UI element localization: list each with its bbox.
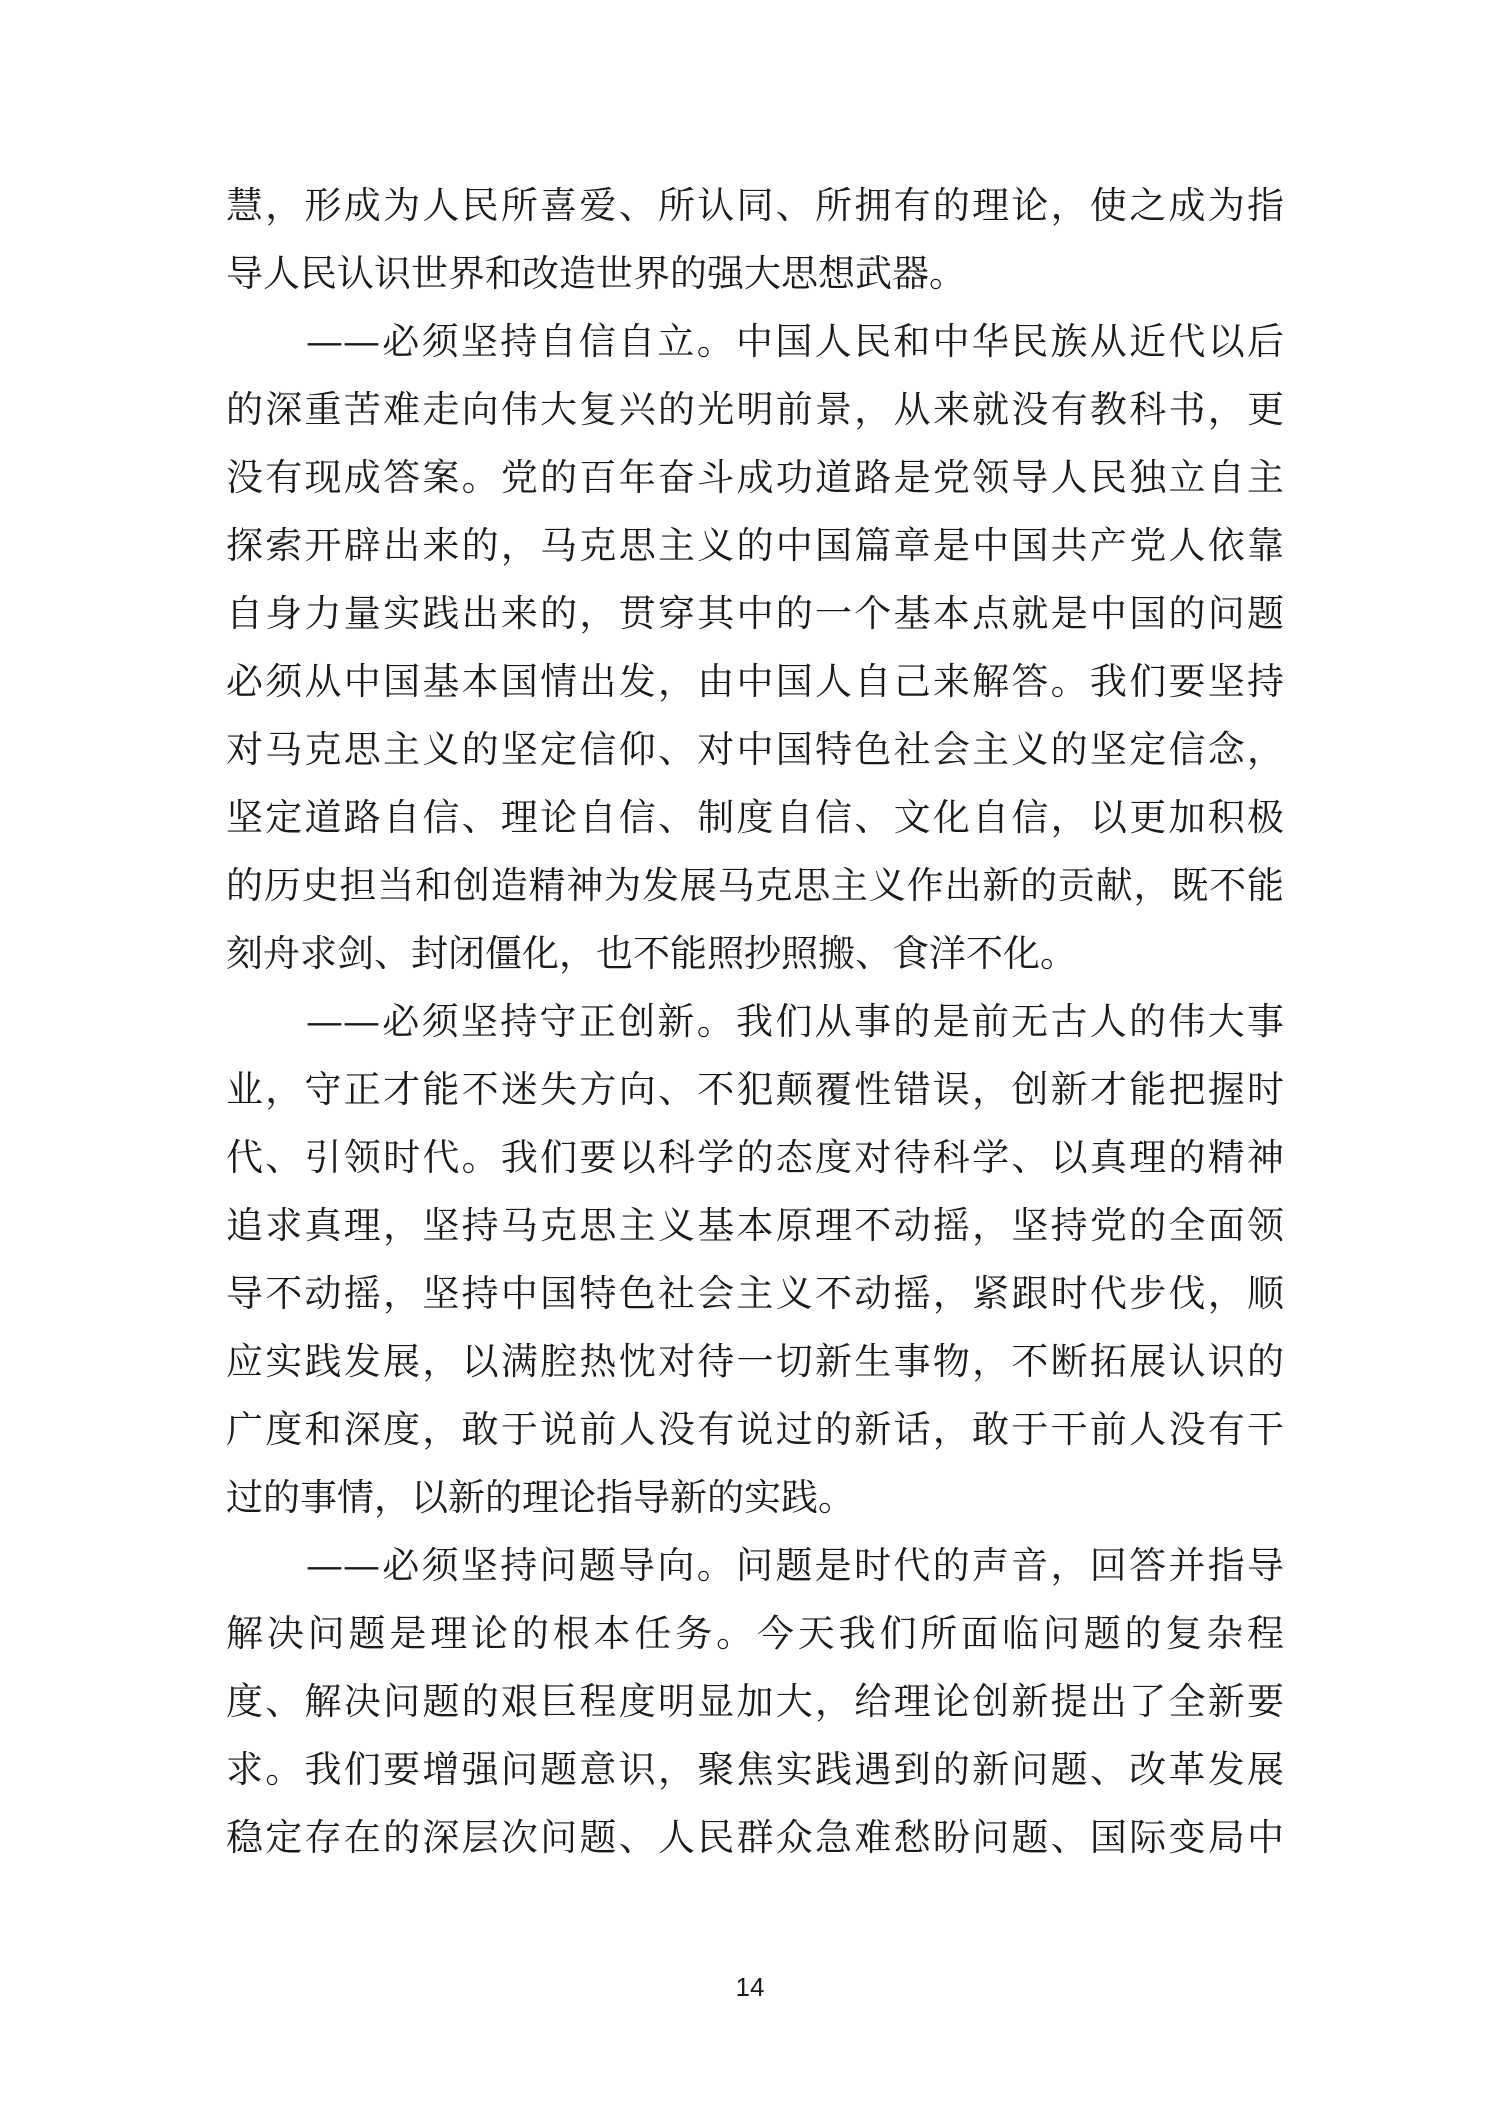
text-line: 解决问题是理论的根本任务。今天我们所面临问题的复杂程 — [226, 1612, 1284, 1655]
text-line: 广度和深度，敢于说前人没有说过的新话，敢于干前人没有干 — [226, 1408, 1284, 1451]
text-line: 慧，形成为人民所喜爱、所认同、所拥有的理论，使之成为指 — [226, 184, 1284, 227]
text-line: 没有现成答案。党的百年奋斗成功道路是党领导人民独立自主 — [226, 456, 1284, 499]
page-number: 14 — [735, 1972, 765, 2002]
paragraph-first-line: ——必须坚持问题导向。问题是时代的声音，回答并指导 — [306, 1544, 1284, 1587]
text-line: 稳定存在的深层次问题、人民群众急难愁盼问题、国际变局中 — [226, 1816, 1284, 1859]
text-line: 过的事情，以新的理论指导新的实践。 — [226, 1476, 855, 1519]
text-line: 代、引领时代。我们要以科学的态度对待科学、以真理的精神 — [226, 1136, 1284, 1179]
text-line: 度、解决问题的艰巨程度明显加大，给理论创新提出了全新要 — [226, 1680, 1284, 1723]
text-line: 导人民认识世界和改造世界的强大思想武器。 — [226, 252, 966, 295]
text-line: 导不动摇，坚持中国特色社会主义不动摇，紧跟时代步伐，顺 — [226, 1272, 1284, 1315]
text-line: 的深重苦难走向伟大复兴的光明前景，从来就没有教科书，更 — [226, 388, 1284, 431]
text-line: 必须从中国基本国情出发，由中国人自己来解答。我们要坚持 — [226, 660, 1284, 703]
paragraph-first-line: ——必须坚持自信自立。中国人民和中华民族从近代以后 — [306, 320, 1284, 363]
text-line: 坚定道路自信、理论自信、制度自信、文化自信，以更加积极 — [226, 796, 1284, 839]
text-line: 对马克思主义的坚定信仰、对中国特色社会主义的坚定信念， — [226, 728, 1284, 771]
text-line: 应实践发展，以满腔热忱对待一切新生事物，不断拓展认识的 — [226, 1340, 1284, 1383]
body-text — [226, 172, 1284, 1872]
text-line: 的历史担当和创造精神为发展马克思主义作出新的贡献，既不能 — [226, 864, 1284, 907]
text-line: 追求真理，坚持马克思主义基本原理不动摇，坚持党的全面领 — [226, 1204, 1284, 1247]
paragraph-first-line: ——必须坚持守正创新。我们从事的是前无古人的伟大事 — [306, 1000, 1284, 1043]
text-line: 探索开辟出来的，马克思主义的中国篇章是中国共产党人依靠 — [226, 524, 1284, 567]
text-line: 业，守正才能不迷失方向、不犯颠覆性错误，创新才能把握时 — [226, 1068, 1284, 1111]
text-line: 求。我们要增强问题意识，聚焦实践遇到的新问题、改革发展 — [226, 1748, 1284, 1791]
text-line: 自身力量实践出来的，贯穿其中的一个基本点就是中国的问题 — [226, 592, 1284, 635]
text-line: 刻舟求剑、封闭僵化，也不能照抄照搬、食洋不化。 — [226, 932, 1077, 975]
